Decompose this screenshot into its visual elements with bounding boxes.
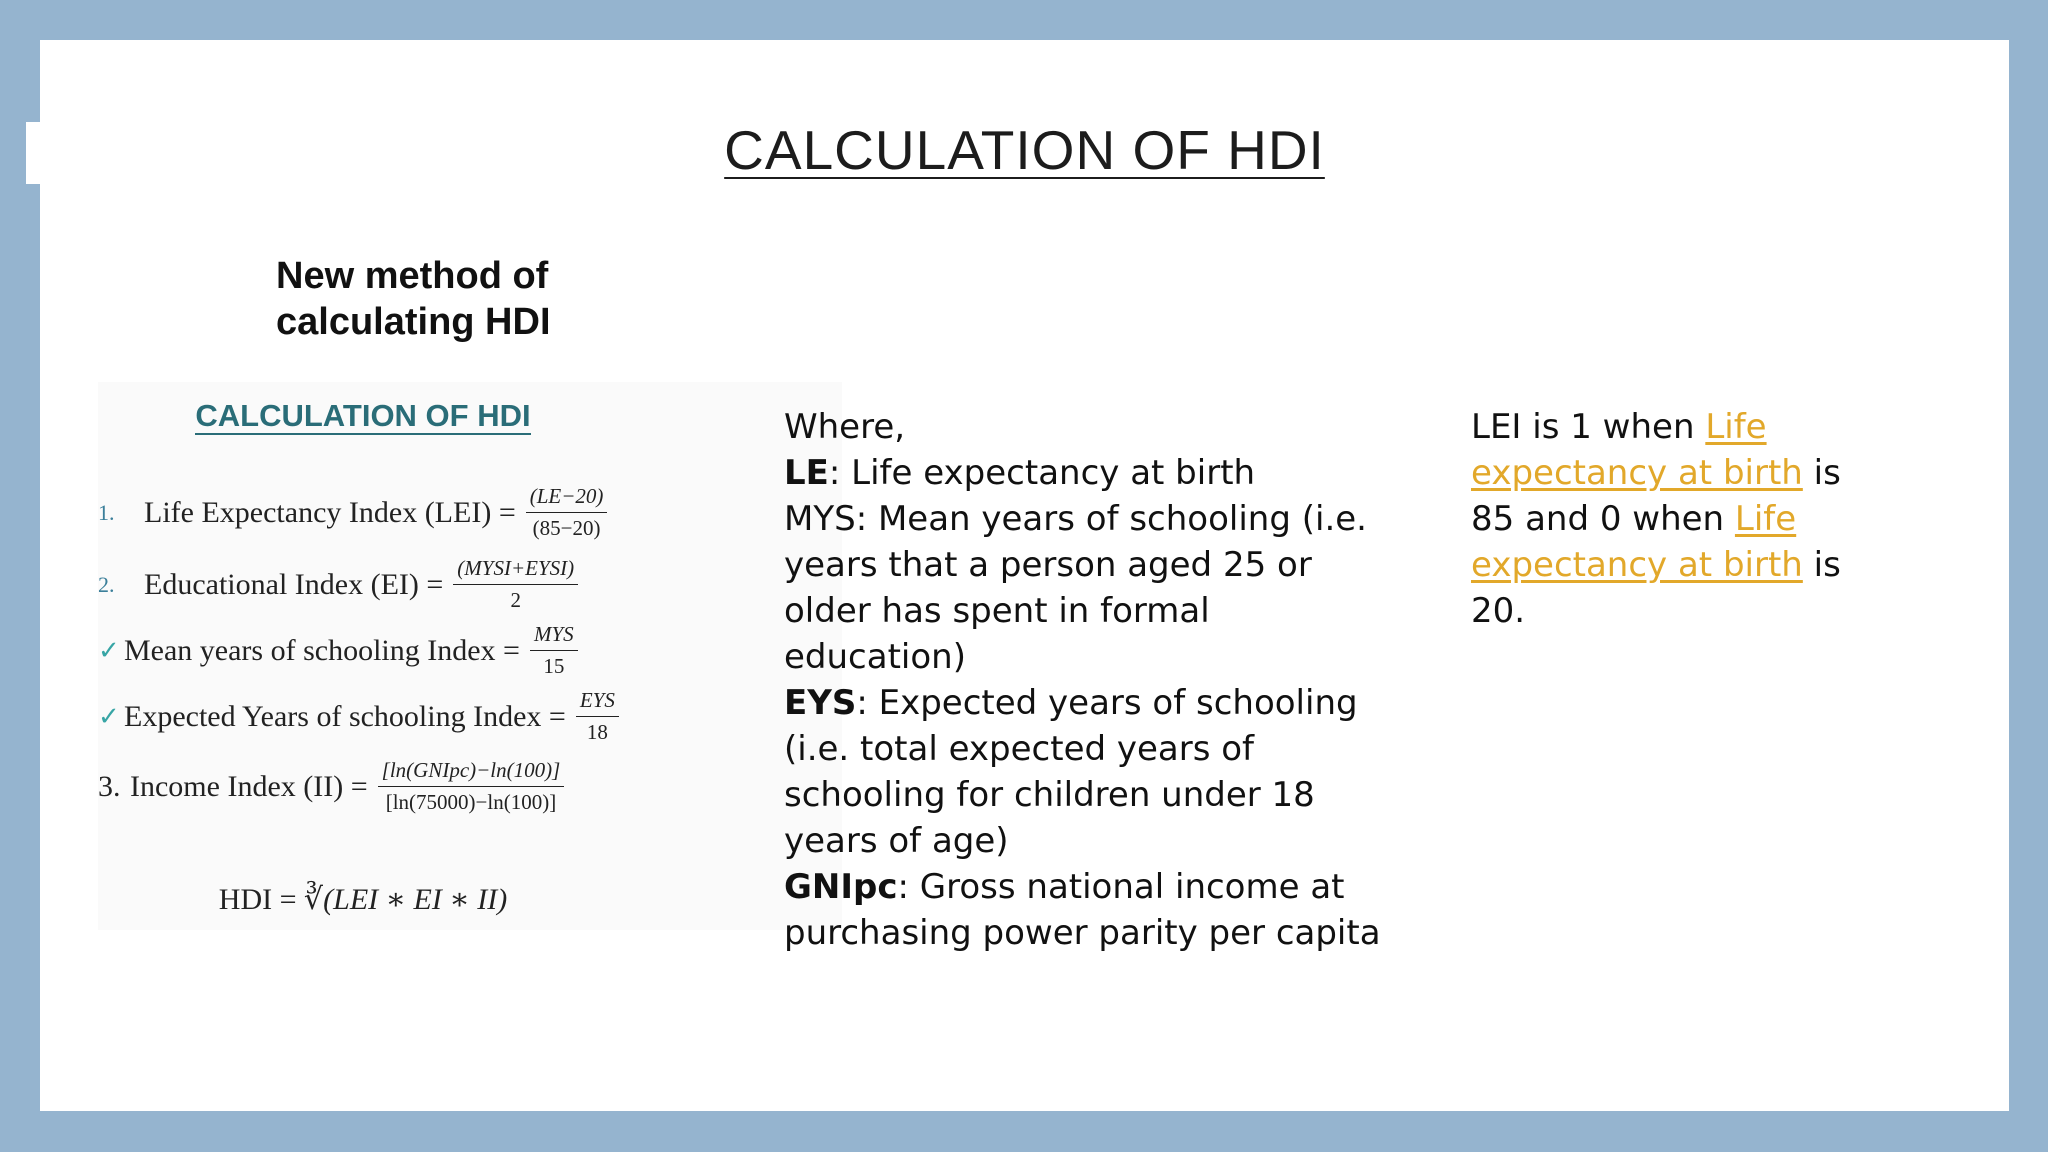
formula-row-eys [98,688,619,745]
fraction-denominator: [ln(75000)−ln(100)] [385,790,557,814]
formula-fraction [576,688,619,745]
life-expectancy-link[interactable]: Life expectancy at birth [1471,407,1803,493]
definition-gnipc: GNIpc: Gross national income at purchasing power parity per capita [784,867,1381,953]
fraction-denominator: 2 [510,588,521,612]
formula-row-ii [98,758,564,815]
check-icon: ✓ [98,701,120,731]
formula-fraction [453,556,578,613]
fraction-numerator: EYS [576,688,619,717]
definition-le: LE: Life expectancy at birth [784,453,1256,493]
hdi-equation-formula: ∛(LEI ∗ EI ∗ II) [304,883,508,916]
formula-marker: 1. [98,499,115,525]
term-le: LE [784,453,829,493]
formula-marker: 2. [98,571,115,597]
hdi-equation-label: HDI = [218,883,305,916]
hdi-equation [98,882,628,917]
definitions-intro: Where, [784,407,906,447]
term-mys: MYS [784,499,856,539]
formula-label: Income Index (II) = [130,769,368,803]
formula-marker: 3. [98,769,121,803]
slide-subhead: New method of calculating HDI [276,255,551,343]
formula-fraction [378,758,565,815]
hdi-formula-image [98,382,842,930]
formula-label: Life Expectancy Index (LEI) = [144,495,516,529]
formula-label: Expected Years of schooling Index = [124,699,566,733]
fraction-numerator: MYS [530,622,578,651]
fraction-denominator: (85−20) [532,516,601,540]
formula-label: Mean years of schooling Index = [124,633,520,667]
definition-mys: MYS: Mean years of schooling (i.e. years that a person aged 25 or older has spent in formal education) [784,499,1367,677]
formula-fraction [530,622,578,679]
formula-row-ei [98,556,578,613]
fraction-numerator: (LE−20) [526,484,608,513]
definition-eys: EYS: Expected years of schooling (i.e. total expected years of schooling for children under 18 years of age) [784,683,1358,861]
fraction-numerator: [ln(GNIpc)−ln(100)] [378,758,565,787]
formula-row-mys [98,622,578,679]
lei-note-text: LEI is 1 when Life expectancy at birth is 85 and 0 when Life expectancy at birth is 20. [1471,407,1841,631]
formula-panel-title: CALCULATION OF HDI [195,398,531,433]
fraction-denominator: 15 [543,654,565,678]
fraction-denominator: 18 [586,720,608,744]
formula-label: Educational Index (EI) = [144,567,444,601]
formula-fraction [526,484,608,541]
term-gnipc: GNIpc [784,867,898,907]
slide [40,40,2009,1111]
check-icon: ✓ [98,635,120,665]
life-expectancy-link[interactable]: Life expectancy at birth [1471,499,1803,585]
definitions-text [784,404,1384,956]
formula-row-lei [98,484,607,541]
slide-title: CALCULATION OF HDI [724,119,1325,181]
term-eys: EYS [784,683,857,723]
fraction-numerator: (MYSI+EYSI) [453,556,578,585]
